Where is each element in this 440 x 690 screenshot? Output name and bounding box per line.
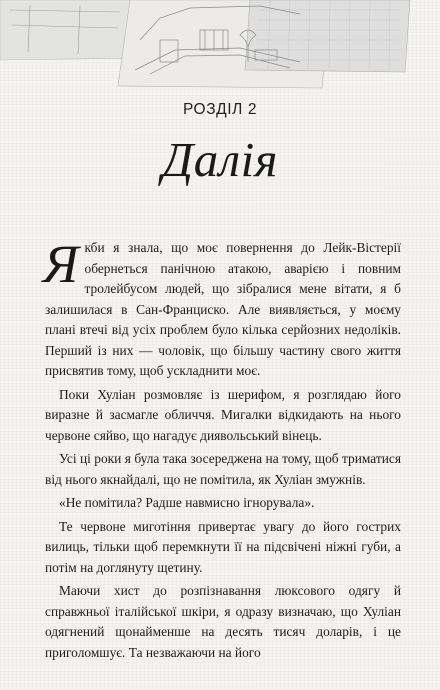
paragraph [43,234,401,382]
chapter-title: Далія [162,132,278,187]
paragraph: Те червоне миготіння привертає увагу до його гострих вилиць, тільки щоб перемкнути її на підсвічені ніжні губи, а потім на доглянуту щетину. [45,518,401,575]
paragraph: Маючи хист до розпізнавання люксового одягу й справжньої італійської шкіри, я одразу визначаю, що Хуліан одягнений щонайменше на десять тисяч доларів, і це приголомшує. Та незважаючи на його [45,583,401,660]
paragraph: Усі ці роки я була така зосереджена на тому, щоб триматися від нього якнайдалі, що не помітила, як Хуліан змужнів. [45,451,401,487]
paragraph-text: кби я знала, що моє повернення до Лейк-Вістерії обернеться панічною атакою, аварією і повним тролейбусом людей, що зібралися мене вітати, я б залишилася в Сан-Франциско. Але виявляється, у моєму плані втечі від усіх проблем було кілька серйозних недоліків. Перший із них — чоловік, що більшу частину свого життя присвятив тому, щоб ускладнити моє. [45,240,401,378]
paragraph: «Не помітила? Радше навмисно ігнорувала». [59,495,315,510]
drop-cap: Я [43,234,79,294]
chapter-number: РОЗДІЛ 2 [182,101,258,118]
chapter-body-text [43,234,401,666]
sketch-header-illustration [0,0,440,105]
paragraph: Поки Хуліан розмовляє із шерифом, я розглядаю його виразне й засмагле обличчя. Мигалки відкидають на нього червоне сяйво, що нагадує диявольський вінець. [45,386,401,443]
